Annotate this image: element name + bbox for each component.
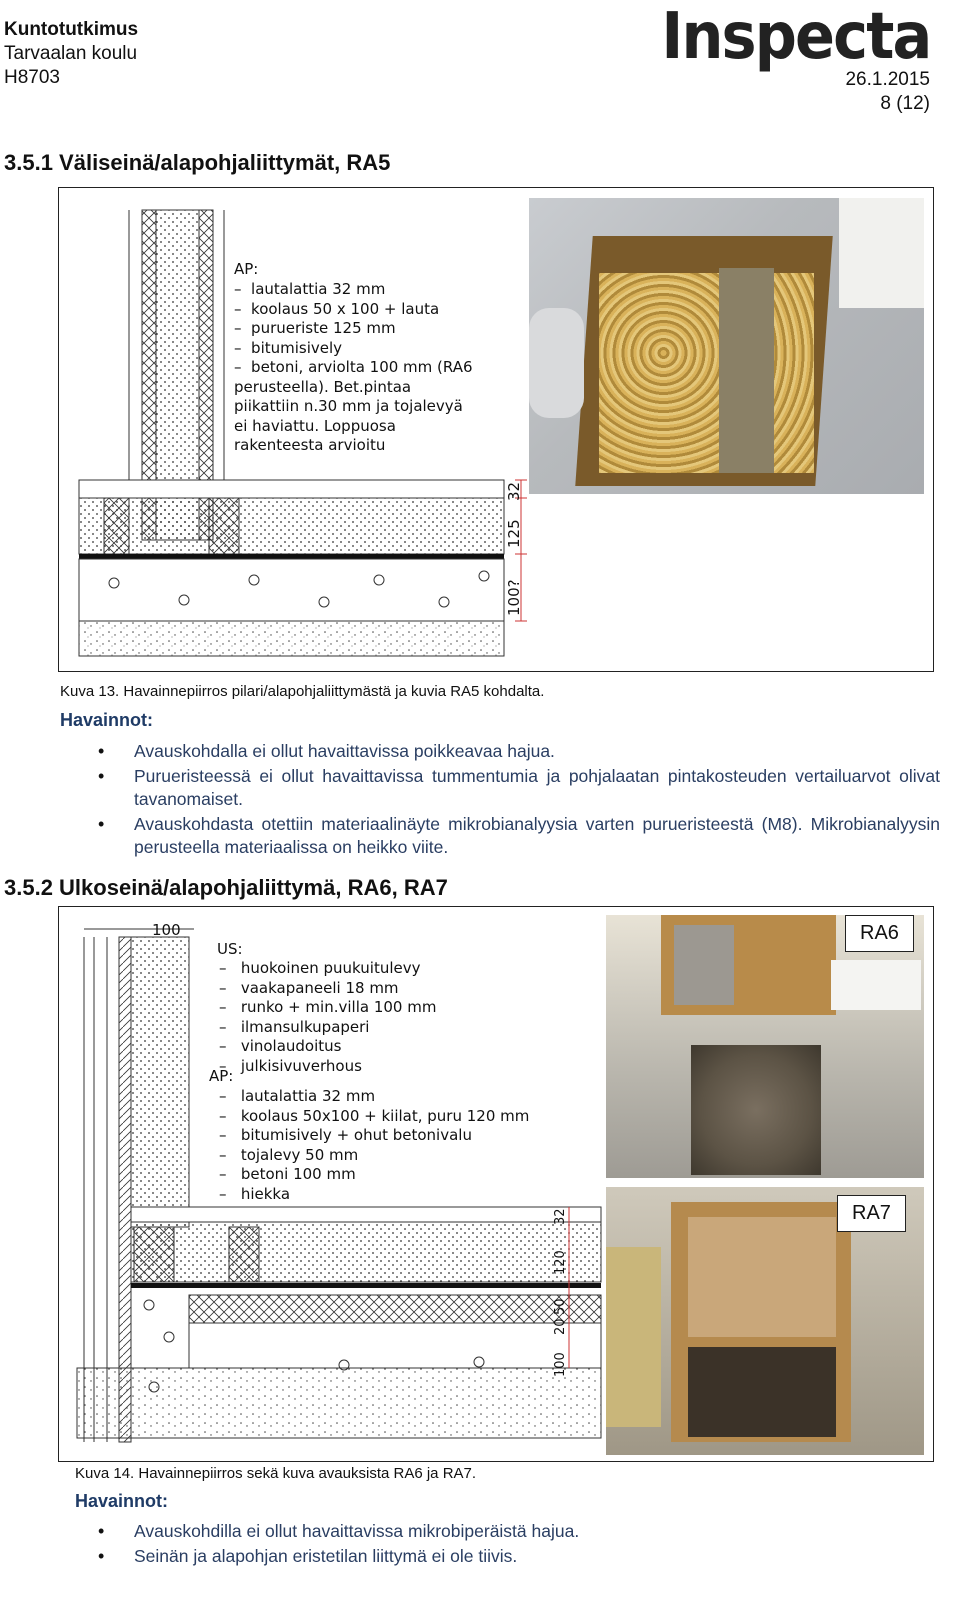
dim-100b: 100 bbox=[553, 1352, 568, 1377]
photo-ra6 bbox=[606, 915, 924, 1178]
observations-1 bbox=[60, 740, 940, 861]
ap-line: lautalattia 32 mm bbox=[251, 280, 386, 298]
us-line: julkisivuverhous bbox=[240, 1056, 362, 1075]
ap-line: betoni 100 mm bbox=[240, 1165, 356, 1183]
ap-line: hiekka bbox=[240, 1184, 291, 1203]
ap-line: betoni, arviolta 100 mm (RA6 perusteella). Bet.pintaa piikattiin n.30 mm ja tojalevyä ei haviattu. Loppuosa rakenteesta arvioitu bbox=[234, 358, 473, 454]
ap-line: tojalevy 50 mm bbox=[240, 1145, 359, 1164]
us-list: – huokoinen puukuitulevy – vaakapaneeli 18 mm – runko + min.villa 100 mm – ilmansulkupaperi – vinolaudoitus – julkisivuverhous bbox=[219, 959, 437, 1075]
wall-trim bbox=[839, 198, 924, 308]
us-line: huokoinen puukuitulevy bbox=[240, 959, 421, 977]
us-line: vaakapaneeli 18 mm bbox=[240, 978, 399, 997]
dim-32b: 32 bbox=[553, 1208, 568, 1225]
list-item: • Seinän ja alapohjan eristetilan liittymä ei ole tiivis. bbox=[60, 1545, 940, 1568]
label-ra7: RA7 bbox=[837, 1195, 906, 1232]
us-label: US: bbox=[217, 940, 243, 958]
sawdust-insulation bbox=[599, 273, 814, 473]
us-line: ilmansulkupaperi bbox=[240, 1017, 370, 1036]
dim-50: 50 bbox=[553, 1298, 568, 1315]
list-item: • Purueristeessä ei ollut havaittavissa tummentumia ja pohjalaatan pintakosteuden vertailuarvot olivat tavanomaiset. bbox=[60, 765, 940, 811]
joist bbox=[719, 268, 774, 473]
ap-list-1: – lautalattia 32 mm – koolaus 50 x 100 + lauta – purueriste 125 mm – bitumisively – betoni, arviolta 100 mm (RA6 perusteella). Bet.pintaa piikattiin n.30 mm ja tojalevyä ei haviattu. Loppuosa rakenteesta arvioitu bbox=[234, 280, 473, 454]
ap-line: koolaus 50x100 + kiilat, puru 120 mm bbox=[240, 1106, 530, 1125]
ap-line: koolaus 50 x 100 + lauta bbox=[251, 299, 440, 318]
obs-title-1: Havainnot: bbox=[60, 710, 154, 730]
list-item: • Avauskohdalla ei ollut havaittavissa poikkeavaa hajua. bbox=[60, 740, 940, 763]
page-number: 8 (12) bbox=[880, 93, 930, 114]
glove bbox=[529, 308, 584, 418]
floor-cavity-ra7 bbox=[688, 1347, 836, 1437]
dim-100-top: 100 bbox=[152, 921, 181, 939]
caption-14: Kuva 14. Havainnepiirros sekä kuva avauksista RA6 ja RA7. bbox=[75, 1465, 477, 1482]
ap-line: lautalattia 32 mm bbox=[240, 1087, 376, 1105]
radiator bbox=[831, 960, 921, 1010]
site-name: Tarvaalan koulu bbox=[4, 43, 138, 64]
insulation-ra7 bbox=[688, 1217, 836, 1337]
figure-14 bbox=[58, 906, 934, 1462]
section-heading-1: 3.5.1 Väliseinä/alapohjaliittymät, RA5 bbox=[4, 150, 391, 175]
header-left bbox=[4, 18, 138, 90]
observations-2 bbox=[60, 1520, 940, 1570]
floor-cavity bbox=[691, 1045, 821, 1175]
list-item: • Avauskohdasta otettiin materiaalinäyte mikrobianalyysia varten purueristeestä (M8). Mikrobianalyysin perusteella materiaalissa on heikko viite. bbox=[60, 813, 940, 859]
list-item: • Avauskohdilla ei ollut havaittavissa mikrobiperäistä hajua. bbox=[60, 1520, 940, 1543]
doc-type: Kuntotutkimus bbox=[4, 19, 139, 40]
obs-title-2: Havainnot: bbox=[75, 1491, 169, 1511]
ap-label-1: AP: bbox=[234, 260, 259, 278]
caption-13: Kuva 13. Havainnepiirros pilari/alapohjaliittymästä ja kuvia RA5 kohdalta. bbox=[60, 683, 545, 700]
label-ra6: RA6 bbox=[845, 915, 914, 952]
doc-date: 26.1.2015 bbox=[845, 69, 930, 90]
ap-line: bitumisively bbox=[251, 338, 343, 357]
us-line: vinolaudoitus bbox=[240, 1037, 342, 1055]
dim-20: 20 bbox=[553, 1318, 568, 1335]
header-right bbox=[845, 68, 930, 116]
mineral-wool bbox=[606, 1247, 661, 1427]
ap-list-2: – lautalattia 32 mm – koolaus 50x100 + kiilat, puru 120 mm – bitumisively + ohut betonivalu – tojalevy 50 mm – betoni 100 mm – hiekka bbox=[219, 1087, 530, 1203]
project-code: H8703 bbox=[4, 67, 60, 88]
dim-125: 125 bbox=[505, 519, 523, 548]
photo-ra5 bbox=[529, 198, 924, 494]
dim-100: 100? bbox=[505, 579, 523, 616]
dim-32: 32 bbox=[505, 481, 523, 501]
us-line: runko + min.villa 100 mm bbox=[240, 998, 437, 1016]
dim-120: 120 bbox=[553, 1250, 568, 1275]
brand-logo: Inspecta bbox=[660, 0, 930, 74]
section-heading-2: 3.5.2 Ulkoseinä/alapohjaliittymä, RA6, RA7 bbox=[4, 875, 448, 900]
ap-line: bitumisively + ohut betonivalu bbox=[240, 1126, 472, 1144]
ap-line: purueriste 125 mm bbox=[251, 319, 396, 337]
figure-13 bbox=[58, 187, 934, 672]
wall-cavity bbox=[674, 925, 734, 1005]
ap-label-2: AP: bbox=[209, 1067, 234, 1085]
